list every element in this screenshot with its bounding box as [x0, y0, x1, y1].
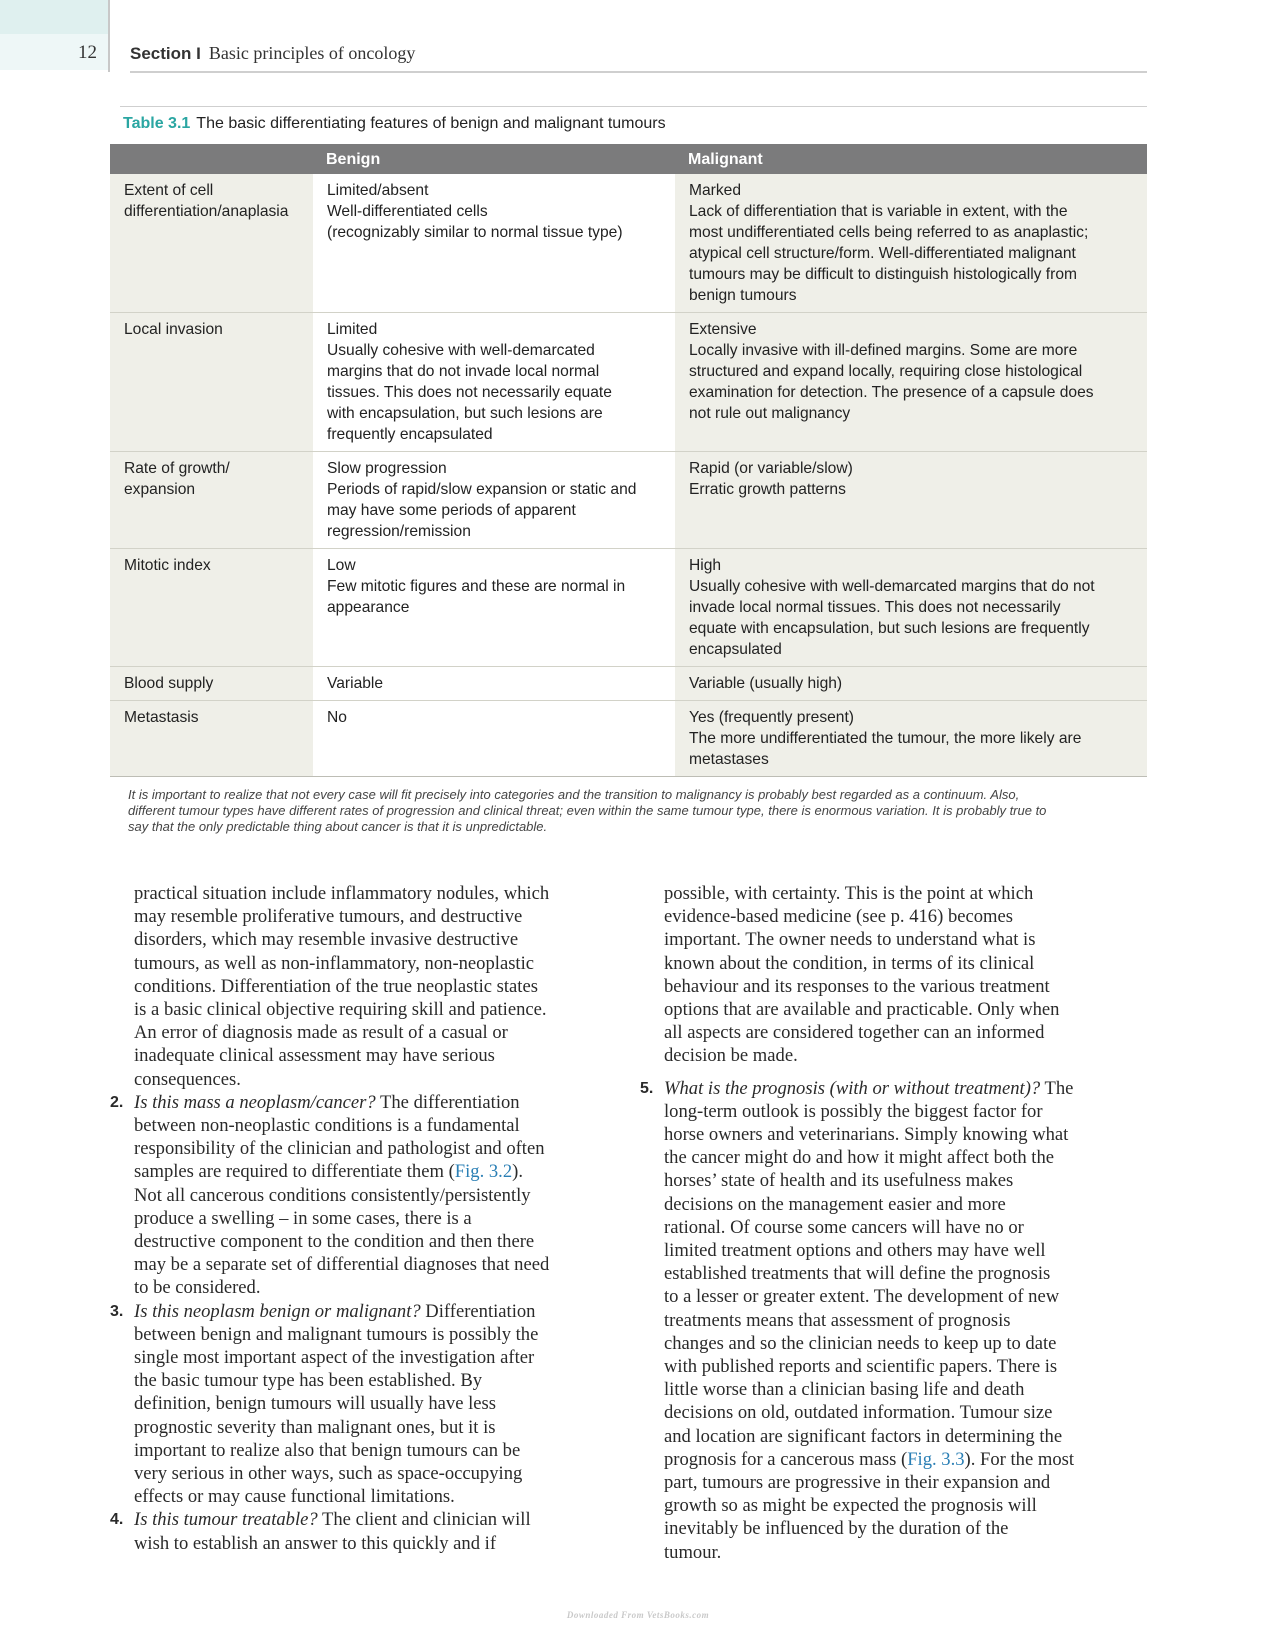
- cell-line: tumours may be difficult to distinguish histologically from: [689, 266, 1077, 283]
- text-line: [134, 1508, 620, 1531]
- text-line: is a basic clinical objective requiring skill and patience.: [134, 999, 547, 1021]
- text-line: treatments means that assessment of prognosis: [664, 1309, 1011, 1331]
- cell-line: High: [689, 557, 722, 574]
- text-line: [664, 1448, 1160, 1471]
- cell-line: The more undifferentiated the tumour, the more likely are: [689, 730, 1082, 747]
- text-line: destructive component to the condition and then there: [134, 1231, 535, 1253]
- list-number: 4.: [110, 1511, 124, 1529]
- cell-line: Well-differentiated cells: [327, 203, 488, 220]
- text-line: possible, with certainty. This is the point at which: [664, 883, 1034, 904]
- text-line: decision be made.: [664, 1045, 798, 1067]
- table-3-1: [110, 106, 1147, 835]
- text-line: very serious in other ways, such as space-occupying: [134, 1463, 523, 1485]
- right-column: [640, 882, 1160, 1564]
- text-line: tumours, as well as non-inflammatory, non-neoplastic: [134, 952, 535, 974]
- text-line: decisions on old, outdated information. Tumour size: [664, 1402, 1053, 1424]
- cell-line: Slow progression: [327, 460, 447, 477]
- benign-cell: [313, 174, 675, 313]
- text-line: [134, 1091, 620, 1114]
- malignant-cell: [675, 549, 1147, 667]
- table-row: [110, 549, 1147, 667]
- text-line: the basic tumour type has been established. By: [134, 1370, 483, 1392]
- table-row: [110, 174, 1147, 313]
- cell-line: Limited/absent: [327, 182, 429, 199]
- benign-cell: [313, 452, 675, 549]
- cell-line: not rule out malignancy: [689, 405, 851, 422]
- cell-line: Marked: [689, 182, 741, 199]
- cell-line: Usually cohesive with well-demarcated margins that do not: [689, 578, 1095, 595]
- text-line: may resemble proliferative tumours, and destructive: [134, 906, 523, 928]
- item-text: ).: [512, 1161, 523, 1183]
- cell-line: Erratic growth patterns: [689, 481, 846, 498]
- item-text: The: [1040, 1077, 1074, 1099]
- feature-cell: [110, 452, 313, 549]
- item-text: samples are required to differentiate them (: [134, 1161, 455, 1183]
- table-header-row: [110, 144, 1147, 174]
- left-intro-paragraph: [110, 882, 620, 1091]
- cell-line: expansion: [124, 481, 196, 498]
- header-malignant: Malignant: [675, 144, 1147, 174]
- text-line: definition, benign tumours will usually have less: [134, 1393, 497, 1415]
- feature-cell: [110, 174, 313, 313]
- cell-line: structured and expand locally, requiring close histological: [689, 363, 1083, 380]
- benign-cell: [313, 313, 675, 452]
- cell-line: tissues. This does not necessarily equate: [327, 384, 612, 401]
- text-line: prognostic severity than malignant ones, but it is: [134, 1416, 496, 1438]
- item-question: Is this mass a neoplasm/cancer?: [134, 1091, 376, 1113]
- header-divider: [108, 0, 110, 72]
- text-line: with published reports and scientific papers. There is: [664, 1356, 1058, 1378]
- text-line: between benign and malignant tumours is possibly the: [134, 1323, 539, 1345]
- benign-cell: [313, 667, 675, 701]
- header-feature: [110, 144, 313, 174]
- text-line: practical situation include inflammatory nodules, which: [134, 883, 550, 904]
- right-intro-paragraph: [640, 882, 1160, 1068]
- cell-line: Extensive: [689, 321, 757, 338]
- cell-line: frequently encapsulated: [327, 426, 493, 443]
- malignant-cell: [675, 313, 1147, 452]
- features-table: [110, 144, 1147, 777]
- cell-line: Usually cohesive with well-demarcated: [327, 342, 595, 359]
- text-line: to be considered.: [134, 1277, 261, 1299]
- text-line: single most important aspect of the investigation after: [134, 1347, 535, 1369]
- benign-cell: [313, 701, 675, 777]
- cell-line: Locally invasive with ill-defined margins. Some are more: [689, 342, 1078, 359]
- text-line: tumour.: [664, 1541, 722, 1563]
- cell-line: Yes (frequently present): [689, 709, 854, 726]
- footnote-line: different tumour types have different rates of progression and clinical threat; even within the same tumour type, there is enormous variation. It is probably true to: [128, 803, 1047, 818]
- cell-line: may have some periods of apparent: [327, 502, 576, 519]
- malignant-cell: [675, 667, 1147, 701]
- text-line: inevitably be influenced by the duration of the: [664, 1518, 1009, 1540]
- text-line: known about the condition, in terms of its clinical: [664, 952, 1035, 974]
- table-body: [110, 174, 1147, 777]
- text-line: part, tumours are progressive in their expansion and: [664, 1472, 1051, 1494]
- table-row: [110, 313, 1147, 452]
- list-item-4: [110, 1508, 620, 1554]
- cell-line: Variable (usually high): [689, 675, 843, 692]
- cell-line: Metastasis: [124, 709, 199, 726]
- cell-line: equate with encapsulation, but such lesions are frequently: [689, 620, 1090, 637]
- table-caption-number: Table 3.1: [123, 115, 191, 132]
- cell-line: examination for detection. The presence of a capsule does: [689, 384, 1094, 401]
- list-number: 2.: [110, 1093, 124, 1111]
- cell-line: invade local normal tissues. This does not necessarily: [689, 599, 1061, 616]
- text-line: changes and so the clinician needs to keep up to date: [664, 1332, 1057, 1354]
- text-line: between non-neoplastic conditions is a fundamental: [134, 1115, 520, 1137]
- cell-line: encapsulated: [689, 641, 782, 658]
- cell-line: Extent of cell: [124, 182, 214, 199]
- text-line: effects or may cause functional limitations.: [134, 1486, 455, 1508]
- header-benign: Benign: [313, 144, 675, 174]
- feature-cell: [110, 549, 313, 667]
- item-question: Is this neoplasm benign or malignant?: [134, 1300, 421, 1322]
- text-line: produce a swelling – in some cases, there is a: [134, 1207, 472, 1229]
- text-line: all aspects are considered together can an informed: [664, 1022, 1045, 1044]
- cell-line: appearance: [327, 599, 410, 616]
- cell-line: (recognizably similar to normal tissue type): [327, 224, 623, 241]
- text-line: important to realize also that benign tumours can be: [134, 1439, 521, 1461]
- cell-line: Mitotic index: [124, 557, 211, 574]
- text-line: responsibility of the clinician and pathologist and often: [134, 1138, 545, 1160]
- cell-line: Few mitotic figures and these are normal in: [327, 578, 626, 595]
- text-line: rational. Of course some cancers will have no or: [664, 1216, 1024, 1238]
- page-number: 12: [78, 42, 97, 63]
- cell-line: benign tumours: [689, 287, 797, 304]
- table-caption: [110, 107, 1147, 144]
- text-line: conditions. Differentiation of the true neoplastic states: [134, 975, 538, 997]
- item-text: Differentiation: [420, 1300, 536, 1322]
- list-number: 5.: [640, 1079, 654, 1097]
- header-rule: [130, 71, 1147, 73]
- text-line: the cancer might do and how it might affect both the: [664, 1147, 1055, 1169]
- cell-line: with encapsulation, but such lesions are: [327, 405, 603, 422]
- item-question: Is this tumour treatable?: [134, 1509, 318, 1531]
- list-item-5: [640, 1077, 1160, 1564]
- malignant-cell: [675, 452, 1147, 549]
- cell-line: Rate of growth/: [124, 460, 230, 477]
- malignant-cell: [675, 701, 1147, 777]
- text-line: important. The owner needs to understand what is: [664, 929, 1036, 951]
- cell-line: atypical cell structure/form. Well-differentiated malignant: [689, 245, 1076, 262]
- section-label: Section I: [130, 44, 201, 63]
- text-line: Not all cancerous conditions consistently/persistently: [134, 1184, 531, 1206]
- table-row: [110, 701, 1147, 777]
- item-text: prognosis for a cancerous mass (: [664, 1448, 908, 1470]
- table-caption-text: The basic differentiating features of benign and malignant tumours: [196, 115, 666, 132]
- text-line: decisions on the management easier and more: [664, 1193, 1006, 1215]
- watermark: Downloaded From VetsBooks.com: [566, 1610, 710, 1620]
- item-question: What is the prognosis (with or without treatment)?: [664, 1077, 1041, 1099]
- text-line: horse owners and veterinarians. Simply knowing what: [664, 1124, 1069, 1146]
- text-line: behaviour and its responses to the various treatment: [664, 975, 1050, 997]
- feature-cell: [110, 701, 313, 777]
- cell-line: No: [327, 709, 347, 726]
- cell-line: Limited: [327, 321, 378, 338]
- text-line: disorders, which may resemble invasive destructive: [134, 929, 519, 951]
- section-title: Basic principles of oncology: [208, 43, 416, 63]
- item-text: The client and clinician will: [317, 1509, 531, 1531]
- text-line: An error of diagnosis made as result of a casual or: [134, 1022, 508, 1044]
- footnote-line: It is important to realize that not every case will fit precisely into categories and the transition to malignancy is probably best regarded as a continuum. Also,: [128, 787, 1020, 802]
- text-line: to a lesser or greater extent. The development of new: [664, 1286, 1060, 1308]
- text-line: established treatments that will define the prognosis: [664, 1263, 1051, 1285]
- text-line: [664, 1077, 1160, 1100]
- text-line: growth so as might be expected the prognosis will: [664, 1495, 1037, 1517]
- cell-line: Periods of rapid/slow expansion or static and: [327, 481, 637, 498]
- text-line: [134, 1160, 620, 1183]
- list-item-3: [110, 1300, 620, 1509]
- text-line: may be a separate set of differential diagnoses that need: [134, 1254, 550, 1276]
- list-number: 3.: [110, 1302, 124, 1320]
- list-item-2: [110, 1091, 620, 1300]
- footnote-line: say that the only predictable thing about cancer is that it is unpredictable.: [128, 819, 548, 834]
- figure-link[interactable]: Fig. 3.3: [907, 1448, 965, 1470]
- cell-line: margins that do not invade local normal: [327, 363, 600, 380]
- text-line: options that are available and practicable. Only when: [664, 999, 1060, 1021]
- text-line: wish to establish an answer to this quickly and if: [134, 1532, 497, 1554]
- cell-line: regression/remission: [327, 523, 471, 540]
- item-text: ). For the most: [964, 1448, 1075, 1470]
- table-row: [110, 452, 1147, 549]
- benign-cell: [313, 549, 675, 667]
- cell-line: Low: [327, 557, 356, 574]
- cell-line: Rapid (or variable/slow): [689, 460, 853, 477]
- text-line: little worse than a clinician basing life and death: [664, 1379, 1025, 1401]
- text-line: and location are significant factors in determining the: [664, 1425, 1063, 1447]
- cell-line: metastases: [689, 751, 769, 768]
- corner-tab: [0, 0, 109, 34]
- cell-line: Variable: [327, 675, 384, 692]
- malignant-cell: [675, 174, 1147, 313]
- cell-line: most undifferentiated cells being referred to as anaplastic;: [689, 224, 1089, 241]
- text-line: limited treatment options and others may have well: [664, 1240, 1046, 1262]
- table-row: [110, 667, 1147, 701]
- left-column: [110, 882, 620, 1555]
- text-line: horses’ state of health and its usefulness makes: [664, 1170, 1014, 1192]
- text-line: consequences.: [134, 1068, 241, 1090]
- running-header: [130, 43, 415, 64]
- text-line: inadequate clinical assessment may have serious: [134, 1045, 495, 1067]
- figure-link[interactable]: Fig. 3.2: [454, 1161, 513, 1183]
- text-line: [134, 1300, 620, 1323]
- cell-line: Lack of differentiation that is variable in extent, with the: [689, 203, 1068, 220]
- feature-cell: [110, 667, 313, 701]
- cell-line: differentiation/anaplasia: [124, 203, 289, 220]
- item-text: The differentiation: [375, 1091, 520, 1113]
- cell-line: Blood supply: [124, 675, 214, 692]
- cell-line: Local invasion: [124, 321, 223, 338]
- text-line: evidence-based medicine (see p. 416) becomes: [664, 906, 1013, 928]
- table-footnote: [110, 777, 1147, 835]
- text-line: long-term outlook is possibly the biggest factor for: [664, 1100, 1043, 1122]
- feature-cell: [110, 313, 313, 452]
